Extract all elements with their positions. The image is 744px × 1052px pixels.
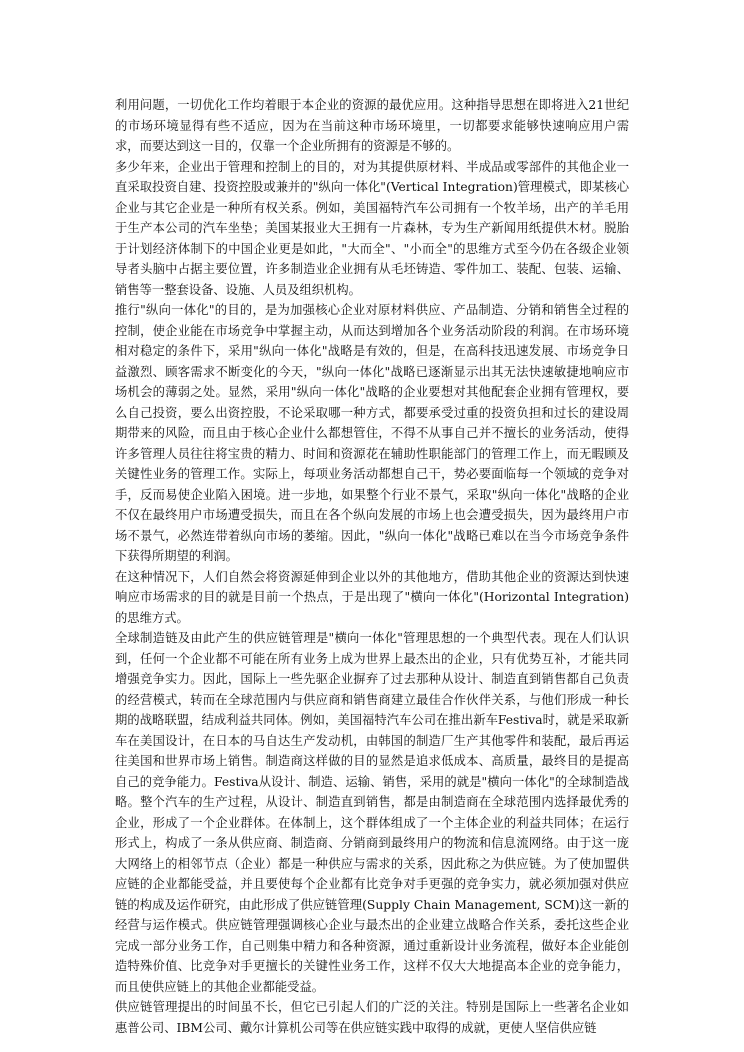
paragraph-6: 供应链管理提出的时间虽不长，但它已引起人们的广泛的关注。特别是国际上一些著名企业如惠普公司、IBM公司、戴尔计算机公司等在供应链实践中取得的成就，更使人坚信供应链 [115,1000,629,1035]
paragraph-5: 全球制造链及由此产生的供应链管理是"横向一体化"管理思想的一个典型代表。现在人们认识到，任何一个企业都不可能在所有业务上成为世界上最杰出的企业，只有优势互补，才能共同增强竞争实力。因此，国际上一些先驱企业摒弃了过去那种从设计、制造直到销售都自己负责的经营模式，转而在全球范围内与供应商和销售商建立最佳合作伙伴关系，与他们形成一种长期的战略联盟，结成利益共同体。例如，美国福特汽车公司在推出新车Festiva时，就是采取新车在美国设计，在日本的马自达生产发动机，由韩国的制造厂生产其他零件和装配，最后再运往美国和世界市场上销售。制造商这样做的目的显然是追求低成本、高质量，最终目的是提高自己的竞争能力。Festiva从设计、制造、运输、销售，采用的就是"横向一体化"的全球制造战略。整个汽车的生产过程，从设计、制造直到销售，都是由制造商在全球范围内选择最优秀的企业，形成了一个企业群体。在体制上，这个群体组成了一个主体企业的利益共同体；在运行形式上，构成了一条从供应商、制造商、分销商到最终用户的物流和信息流网络。由于这一庞大网络上的相邻节点（企业）都是一种供应与需求的关系，因此称之为供应链。为了使加盟供应链的企业都能受益，并且要使每个企业都有比竞争对手更强的竞争实力，就必须加强对供应链的构成及运作研究，由此形成了供应链管理(Supply Chain Management, SCM)这一新的经营与运作模式。供应链管理强调核心企业与最杰出的企业建立战略合作关系，委托这些企业完成一部分业务工作，自己则集中精力和各种资源，通过重新设计业务流程，做好本企业能创造特殊价值、比竞争对手更擅长的关键性业务工作，这样不仅大大地提高本企业的竞争能力，而且使供应链上的其他企业都能受益。 [115,631,629,994]
paragraph-1: 利用问题，一切优化工作均着眼于本企业的资源的最优应用。这种指导思想在即将进入21世纪的市场环境显得有些不适应，因为在当前这种市场环境里，一切都要求能够快速响应用户需求，而要达到这一目的，仅靠一个企业所拥有的资源是不够的。 [115,98,629,153]
paragraph-2: 多少年来，企业出于管理和控制上的目的，对为其提供原材料、半成品或零部件的其他企业一直采取投资自建、投资控股或兼并的"纵向一体化"(Vertical Integration)管理模式，即某核心企业与其它企业是一种所有权关系。例如，美国福特汽车公司拥有一个牧羊场，出产的羊毛用于生产本公司的汽车坐垫；美国某报业大王拥有一片森林，专为生产新闻用纸提供木材。脱胎于计划经济体制下的中国企业更是如此，"大而全"、"小而全"的思维方式至今仍在各级企业领导者头脑中占据主要位置，许多制造业企业拥有从毛坯铸造、零件加工、装配、包装、运输、销售等一整套设备、设施、人员及组织机构。 [115,159,629,297]
document-body [115,95,629,1038]
paragraph-4: 在这种情况下，人们自然会将资源延伸到企业以外的其他地方，借助其他企业的资源达到快速响应市场需求的目的就是目前一个热点，于是出现了"横向一体化"(Horizontal Integration)的思维方式。 [115,569,629,625]
paragraph-3: 推行"纵向一体化"的目的，是为加强核心企业对原材料供应、产品制造、分销和销售全过程的控制，使企业能在市场竞争中掌握主动，从而达到增加各个业务活动阶段的利润。在市场环境相对稳定的条件下，采用"纵向一体化"战略是有效的，但是，在高科技迅速发展、市场竞争日益激烈、顾客需求不断变化的今天，"纵向一体化"战略已逐渐显示出其无法快速敏捷地响应市场机会的薄弱之处。显然，采用"纵向一体化"战略的企业要想对其他配套企业拥有管理权，要么自己投资，要么出资控股，不论采取哪一种方式，都要承受过重的投资负担和过长的建设周期带来的风险，而且由于核心企业什么都想管住，不得不从事自己并不擅长的业务活动，使得许多管理人员往往将宝贵的精力、时间和资源花在辅助性职能部门的管理工作上，而无暇顾及关键性业务的管理工作。实际上，每项业务活动都想自己干，势必要面临每一个领域的竞争对手，反而易使企业陷入困境。进一步地，如果整个行业不景气，采取"纵向一体化"战略的企业不仅在最终用户市场遭受损失，而且在各个纵向发展的市场上也会遭受损失，因为最终用户市场不景气，必然连带着纵向市场的萎缩。因此，"纵向一体化"战略已难以在当今市场竞争条件下获得所期望的利润。 [115,303,629,563]
